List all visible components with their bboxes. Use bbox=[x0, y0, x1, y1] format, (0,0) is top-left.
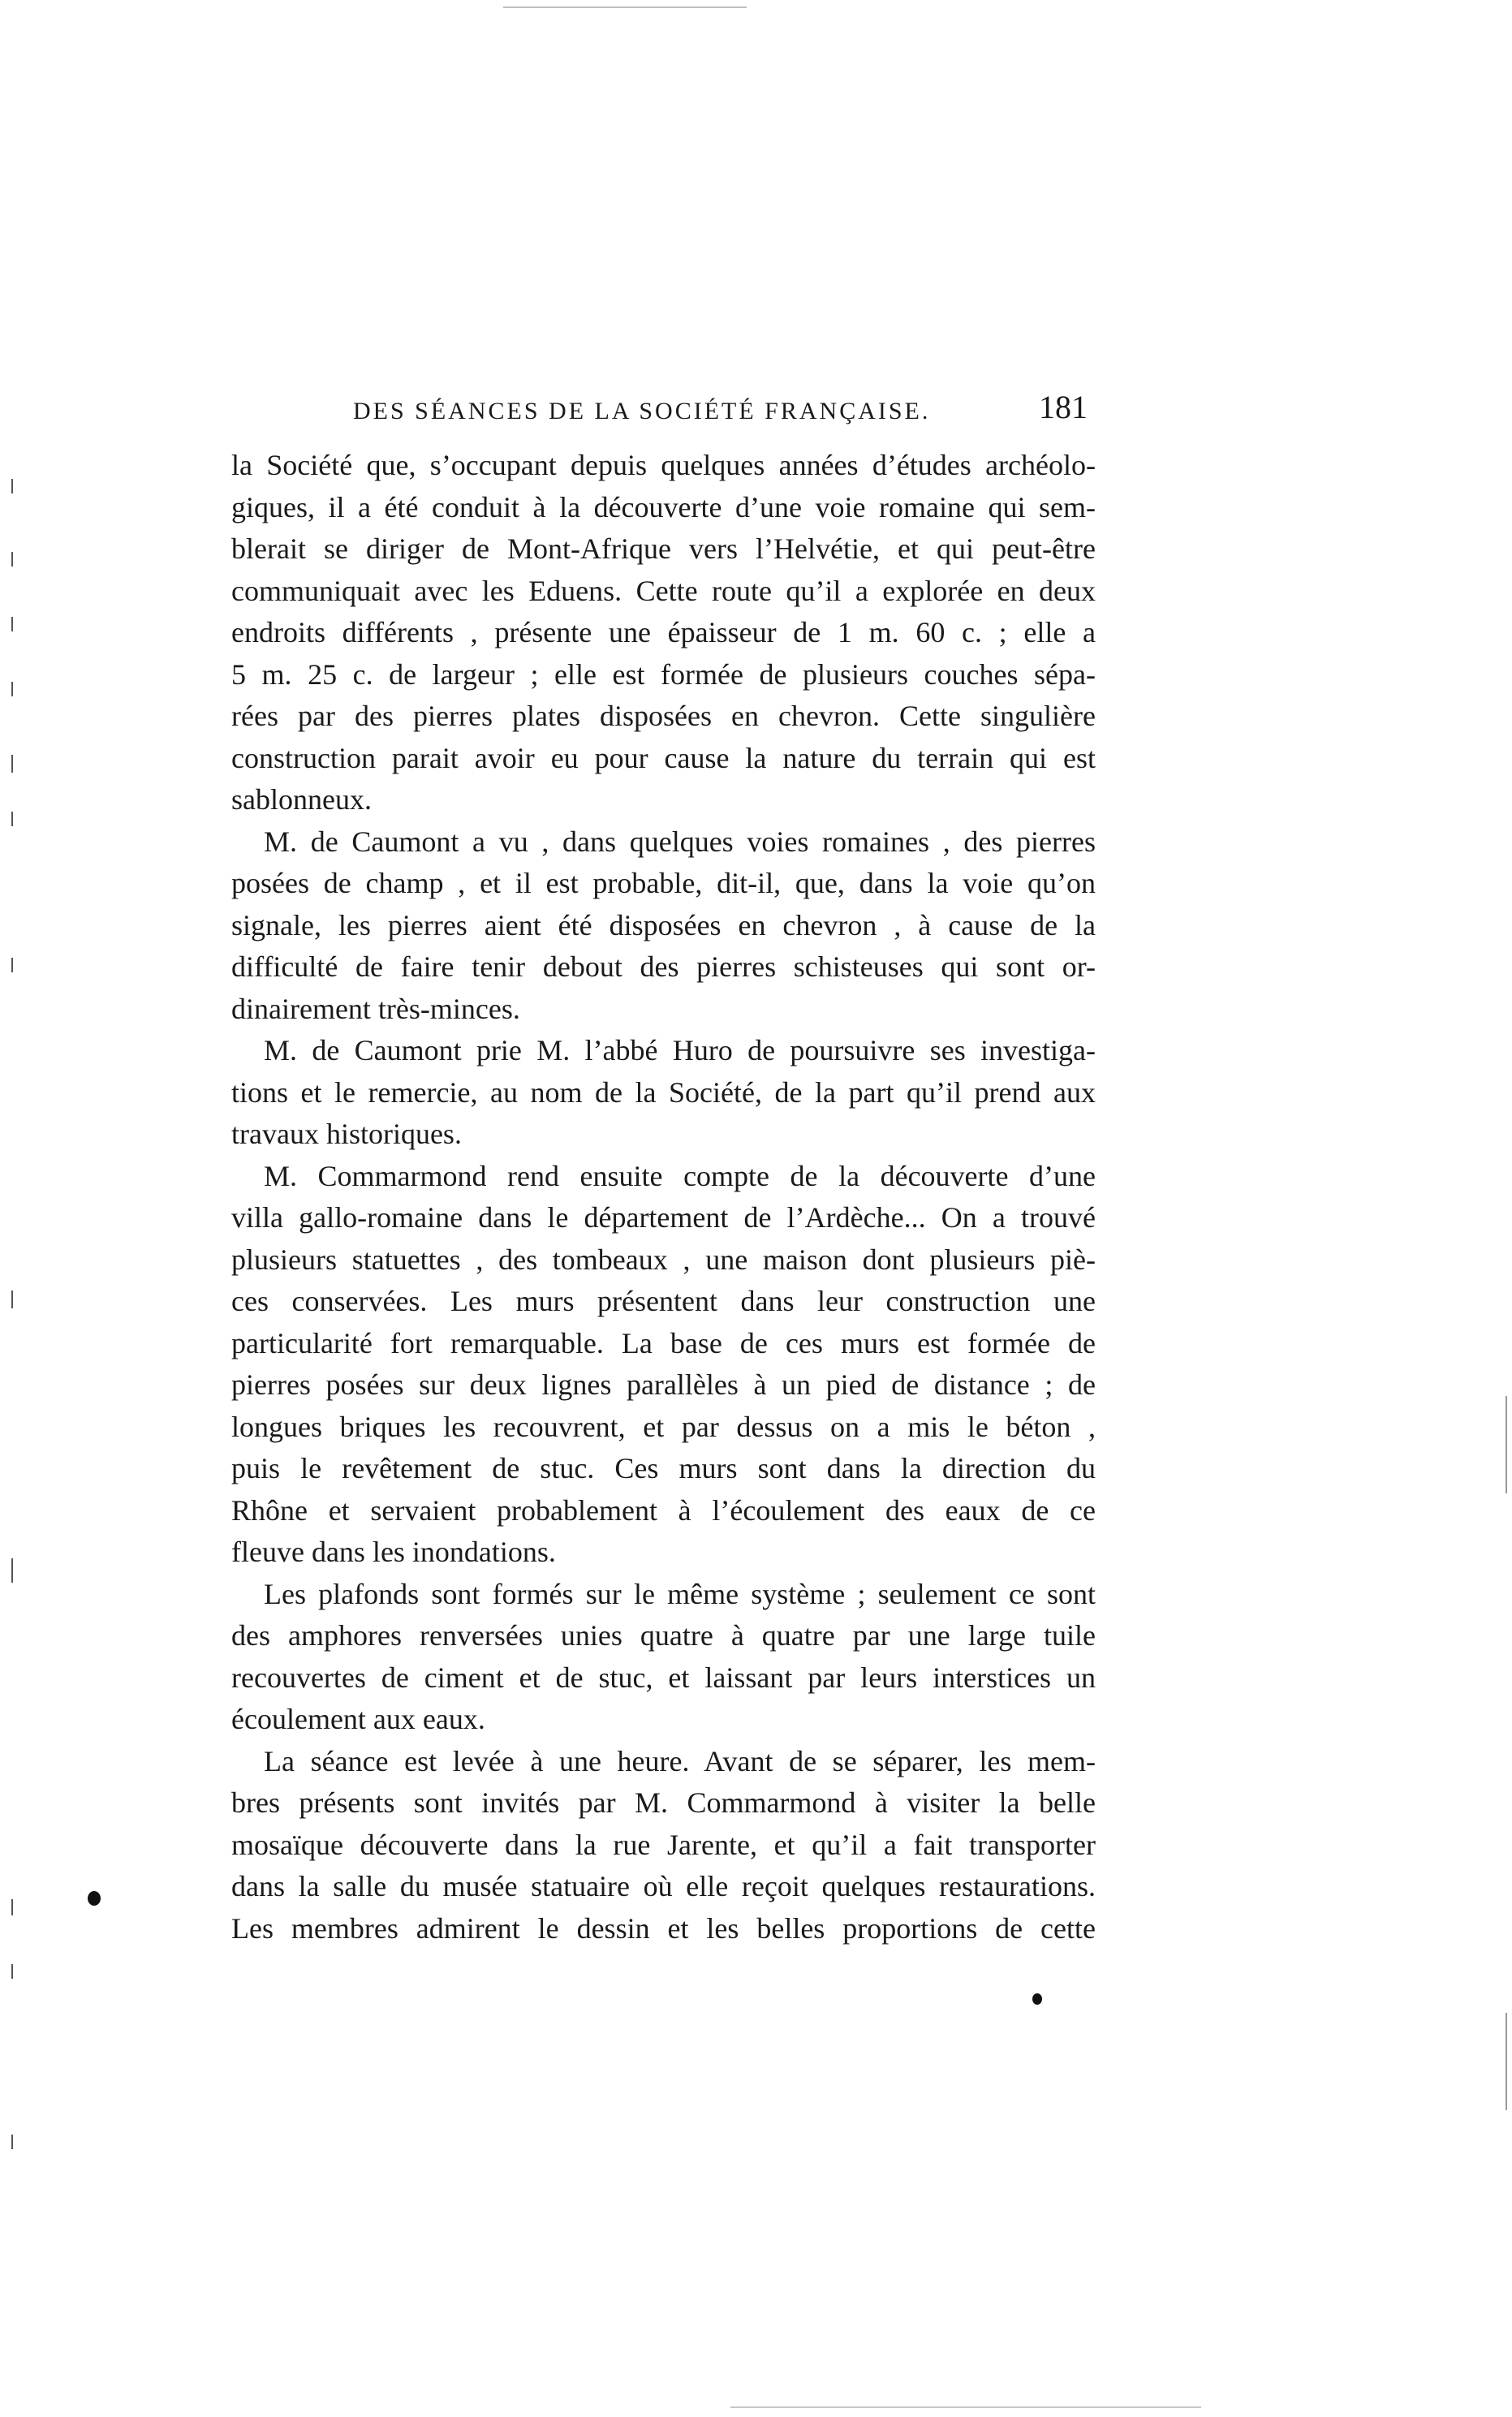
page-header bbox=[231, 388, 1096, 437]
text-line: des amphores renversées unies quatre à quatre par une large tuile bbox=[231, 1619, 1096, 1652]
margin-tick bbox=[11, 755, 13, 773]
text-line: M. de Caumont prie M. l’abbé Huro de poursuivre ses investiga- bbox=[264, 1034, 1096, 1066]
text-line: pierres posées sur deux lignes parallèles à un pied de distance ; de bbox=[231, 1368, 1096, 1401]
text-line: blerait se diriger de Mont-Afrique vers l’Helvétie, et qui peut-être bbox=[231, 532, 1096, 565]
body-text bbox=[231, 445, 1096, 1950]
text-line: particularité fort remarquable. La base de ces murs est formée de bbox=[231, 1326, 1096, 1359]
text-line: signale, les pierres aient été disposées en chevron , à cause de la bbox=[231, 908, 1096, 941]
text-line: giques, il a été conduit à la découverte d’une voie romaine qui sem- bbox=[231, 490, 1096, 523]
margin-tick bbox=[1506, 1396, 1507, 1493]
text-line: dans la salle du musée statuaire où elle reçoit quelques restaurations. bbox=[231, 1870, 1096, 1902]
text-line: Les membres admirent le dessin et les belles proportions de cette bbox=[231, 1911, 1096, 1945]
margin-tick bbox=[11, 1964, 13, 1979]
text-line: M. Commarmond rend ensuite compte de la découverte d’une bbox=[264, 1159, 1096, 1192]
margin-tick bbox=[11, 682, 13, 696]
text-line: posées de champ , et il est probable, dit-il, que, dans la voie qu’on bbox=[231, 867, 1096, 899]
margin-tick bbox=[11, 1558, 13, 1583]
text-line: La séance est levée à une heure. Avant de se séparer, les mem- bbox=[264, 1744, 1096, 1777]
text-line: sablonneux. bbox=[231, 783, 372, 816]
margin-tick bbox=[11, 958, 13, 972]
margin-tick bbox=[11, 1290, 13, 1308]
text-line: la Société que, s’occupant depuis quelques années d’études archéolo- bbox=[231, 449, 1096, 481]
text-line: recouvertes de ciment et de stuc, et laissant par leurs interstices un bbox=[231, 1661, 1096, 1694]
text-line: communiquait avec les Eduens. Cette route qu’il a explorée en deux bbox=[231, 574, 1096, 607]
margin-tick bbox=[11, 812, 13, 826]
margin-tick bbox=[11, 2135, 13, 2149]
margin-tick bbox=[11, 1899, 13, 1915]
text-line: travaux historiques. bbox=[231, 1118, 462, 1150]
ink-spot bbox=[1032, 1993, 1042, 2005]
text-line: écoulement aux eaux. bbox=[231, 1703, 485, 1735]
text-line: difficulté de faire tenir debout des pierres schisteuses qui sont or- bbox=[231, 950, 1096, 983]
margin-tick bbox=[11, 617, 13, 631]
text-line: puis le revêtement de stuc. Ces murs sont dans la direction du bbox=[231, 1452, 1096, 1484]
margin-tick bbox=[11, 479, 13, 493]
text-line: rées par des pierres plates disposées en chevron. Cette singulière bbox=[231, 700, 1096, 732]
text-line: Rhône et servaient probablement à l’écoulement des eaux de ce bbox=[231, 1493, 1096, 1527]
text-line: Les plafonds sont formés sur le même système ; seulement ce sont bbox=[264, 1577, 1096, 1610]
margin-tick bbox=[1506, 2013, 1507, 2110]
text-line: ces conservées. Les murs présentent dans leur construction une bbox=[231, 1285, 1096, 1317]
text-line: 5 m. 25 c. de largeur ; elle est formée de plusieurs couches sépa- bbox=[231, 657, 1096, 691]
page-number: 181 bbox=[1039, 389, 1088, 425]
text-line: mosaïque découverte dans la rue Jarente, et qu’il a fait transporter bbox=[231, 1828, 1096, 1861]
ink-spot bbox=[88, 1891, 101, 1906]
text-line: construction parait avoir eu pour cause la nature du terrain qui est bbox=[231, 741, 1096, 774]
text-line: bres présents sont invités par M. Commarmond à visiter la belle bbox=[231, 1786, 1096, 1819]
text-line: longues briques les recouvrent, et par dessus on a mis le béton , bbox=[231, 1410, 1096, 1443]
running-head: DES SÉANCES DE LA SOCIÉTÉ FRANÇAISE. bbox=[353, 398, 931, 424]
scan-artifact-top bbox=[503, 6, 747, 8]
text-line: M. de Caumont a vu , dans quelques voies romaines , des pierres bbox=[264, 825, 1096, 858]
scan-artifact-bottom bbox=[730, 2406, 1201, 2408]
text-line: plusieurs statuettes , des tombeaux , une maison dont plusieurs piè- bbox=[231, 1243, 1096, 1276]
text-line: tions et le remercie, au nom de la Société, de la part qu’il prend aux bbox=[231, 1075, 1096, 1109]
text-line: villa gallo-romaine dans le département de l’Ardèche... On a trouvé bbox=[231, 1201, 1096, 1234]
margin-tick bbox=[11, 552, 13, 567]
text-line: dinairement très-minces. bbox=[231, 992, 520, 1025]
text-line: endroits différents , présente une épaisseur de 1 m. 60 c. ; elle a bbox=[231, 616, 1096, 648]
text-line: fleuve dans les inondations. bbox=[231, 1536, 556, 1568]
